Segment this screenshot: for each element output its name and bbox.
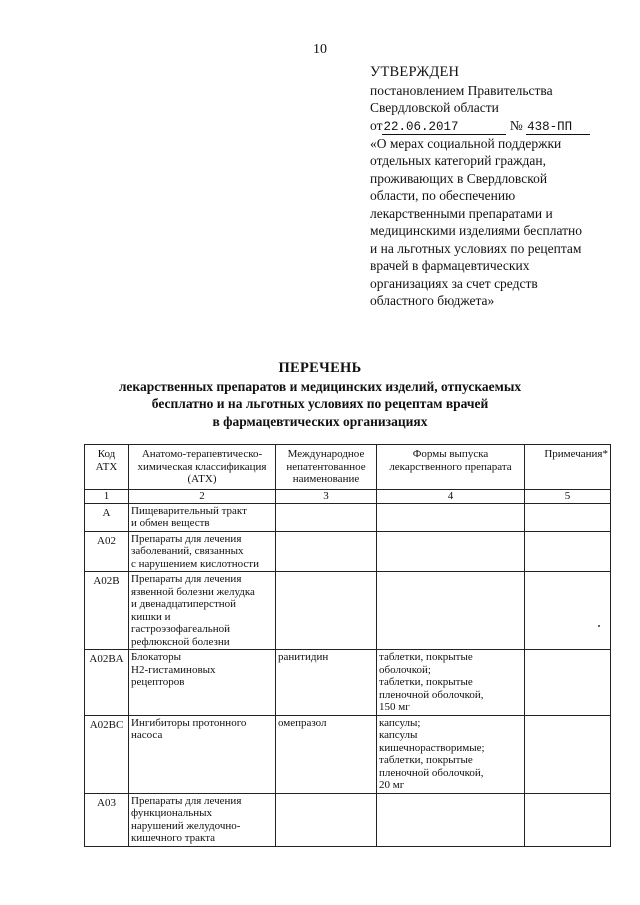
approval-title-line: «О мерах социальной поддержки: [370, 135, 562, 151]
column-number: 2: [129, 489, 276, 503]
cell-notes: [525, 531, 611, 572]
approval-title-line: проживающих в Свердловской: [370, 170, 548, 186]
page-number: 10: [313, 42, 327, 57]
table-row: [85, 650, 611, 716]
approval-title-line: врачей в фармацевтических: [370, 258, 530, 273]
cell-atc-classification: Препараты для лечения заболеваний, связанных с нарушением кислотности: [129, 531, 276, 572]
cell-inn: [276, 793, 377, 846]
cell-notes: [525, 715, 611, 793]
approval-heading: УТВЕРЖДЕН: [370, 64, 460, 80]
cell-atc-classification: Пищеварительный тракт и обмен веществ: [129, 503, 276, 531]
approval-title-line: медицинскими изделиями бесплатно: [370, 223, 583, 238]
cell-code: A02BA: [85, 650, 129, 716]
approval-title-line: области, по обеспечению: [370, 188, 516, 203]
column-number: 4: [377, 489, 525, 503]
table-header-row: [85, 445, 611, 490]
cell-code: A: [85, 503, 129, 531]
document-title-line: бесплатно и на льготных условиях по рецептам врачей: [151, 396, 489, 411]
cell-release-forms: [377, 572, 525, 650]
approval-title-line: отдельных категорий граждан,: [370, 153, 546, 168]
column-number: 5: [525, 489, 611, 503]
cell-code: A02BC: [85, 715, 129, 793]
column-number-row: [85, 489, 611, 503]
approval-title-line: организациях за счет средств: [370, 275, 538, 291]
table-row: [85, 503, 611, 531]
table-row: [85, 715, 611, 793]
column-number: 1: [85, 489, 129, 503]
header-inn: Международное непатентованное наименование: [276, 445, 377, 490]
document-title: [0, 360, 640, 430]
scan-speck: [598, 625, 600, 627]
cell-release-forms: [377, 503, 525, 531]
cell-code: A03: [85, 793, 129, 846]
approval-title: [370, 135, 620, 310]
cell-code: A02B: [85, 572, 129, 650]
from-label: от: [370, 117, 383, 133]
approval-reference: [370, 117, 620, 135]
header-notes: Примечания*: [525, 445, 611, 490]
table-row: [85, 793, 611, 846]
cell-notes: [525, 650, 611, 716]
cell-inn: [276, 503, 377, 531]
table-row: [85, 531, 611, 572]
cell-release-forms: [377, 793, 525, 846]
table-body: [85, 503, 611, 846]
header-code: Код АТХ: [85, 445, 129, 490]
cell-release-forms: таблетки, покрытые оболочкой; таблетки, покрытые пленочной оболочкой, 150 мг: [377, 650, 525, 716]
approval-date: 22.06.2017: [382, 120, 506, 135]
cell-code: A02: [85, 531, 129, 572]
cell-atc-classification: Блокаторы Н2-гистаминовых рецепторов: [129, 650, 276, 716]
cell-release-forms: капсулы; капсулы кишечнорастворимые; таблетки, покрытые пленочной оболочкой, 20 мг: [377, 715, 525, 793]
document-title-line: лекарственных препаратов и медицинских изделий, отпускаемых: [118, 378, 522, 394]
approval-line-1: постановлением Правительства: [370, 82, 553, 98]
table-row: [85, 572, 611, 650]
drug-list-table: [84, 444, 611, 847]
cell-inn: [276, 531, 377, 572]
cell-inn: омепразол: [276, 715, 377, 793]
header-release-forms: Формы выпуска лекарственного препарата: [377, 445, 525, 490]
cell-release-forms: [377, 531, 525, 572]
header-atc-classification: Анатомо-терапевтическо- химическая классификация (АТХ): [129, 445, 276, 490]
approval-number: 438-ПП: [526, 120, 590, 135]
number-label: №: [509, 117, 523, 133]
cell-atc-classification: Препараты для лечения язвенной болезни желудка и двенадцатиперстной кишки и гастроэзофагеальной рефлюксной болезни: [129, 572, 276, 650]
cell-notes: [525, 503, 611, 531]
document-title-main: ПЕРЕЧЕНЬ: [278, 360, 362, 376]
document-title-line: в фармацевтических организациях: [212, 413, 428, 429]
cell-atc-classification: Препараты для лечения функциональных нарушений желудочно- кишечного тракта: [129, 793, 276, 846]
column-number: 3: [276, 489, 377, 503]
approval-title-line: и на льготных условиях по рецептам: [370, 240, 582, 256]
cell-notes: [525, 793, 611, 846]
approval-title-line: областного бюджета»: [370, 293, 495, 308]
approval-line-2: Свердловской области: [370, 100, 499, 115]
cell-inn: [276, 572, 377, 650]
approval-title-line: лекарственными препаратами и: [370, 205, 553, 221]
cell-notes: [525, 572, 611, 650]
cell-inn: ранитидин: [276, 650, 377, 716]
cell-atc-classification: Ингибиторы протонного насоса: [129, 715, 276, 793]
approval-block: [370, 64, 620, 310]
